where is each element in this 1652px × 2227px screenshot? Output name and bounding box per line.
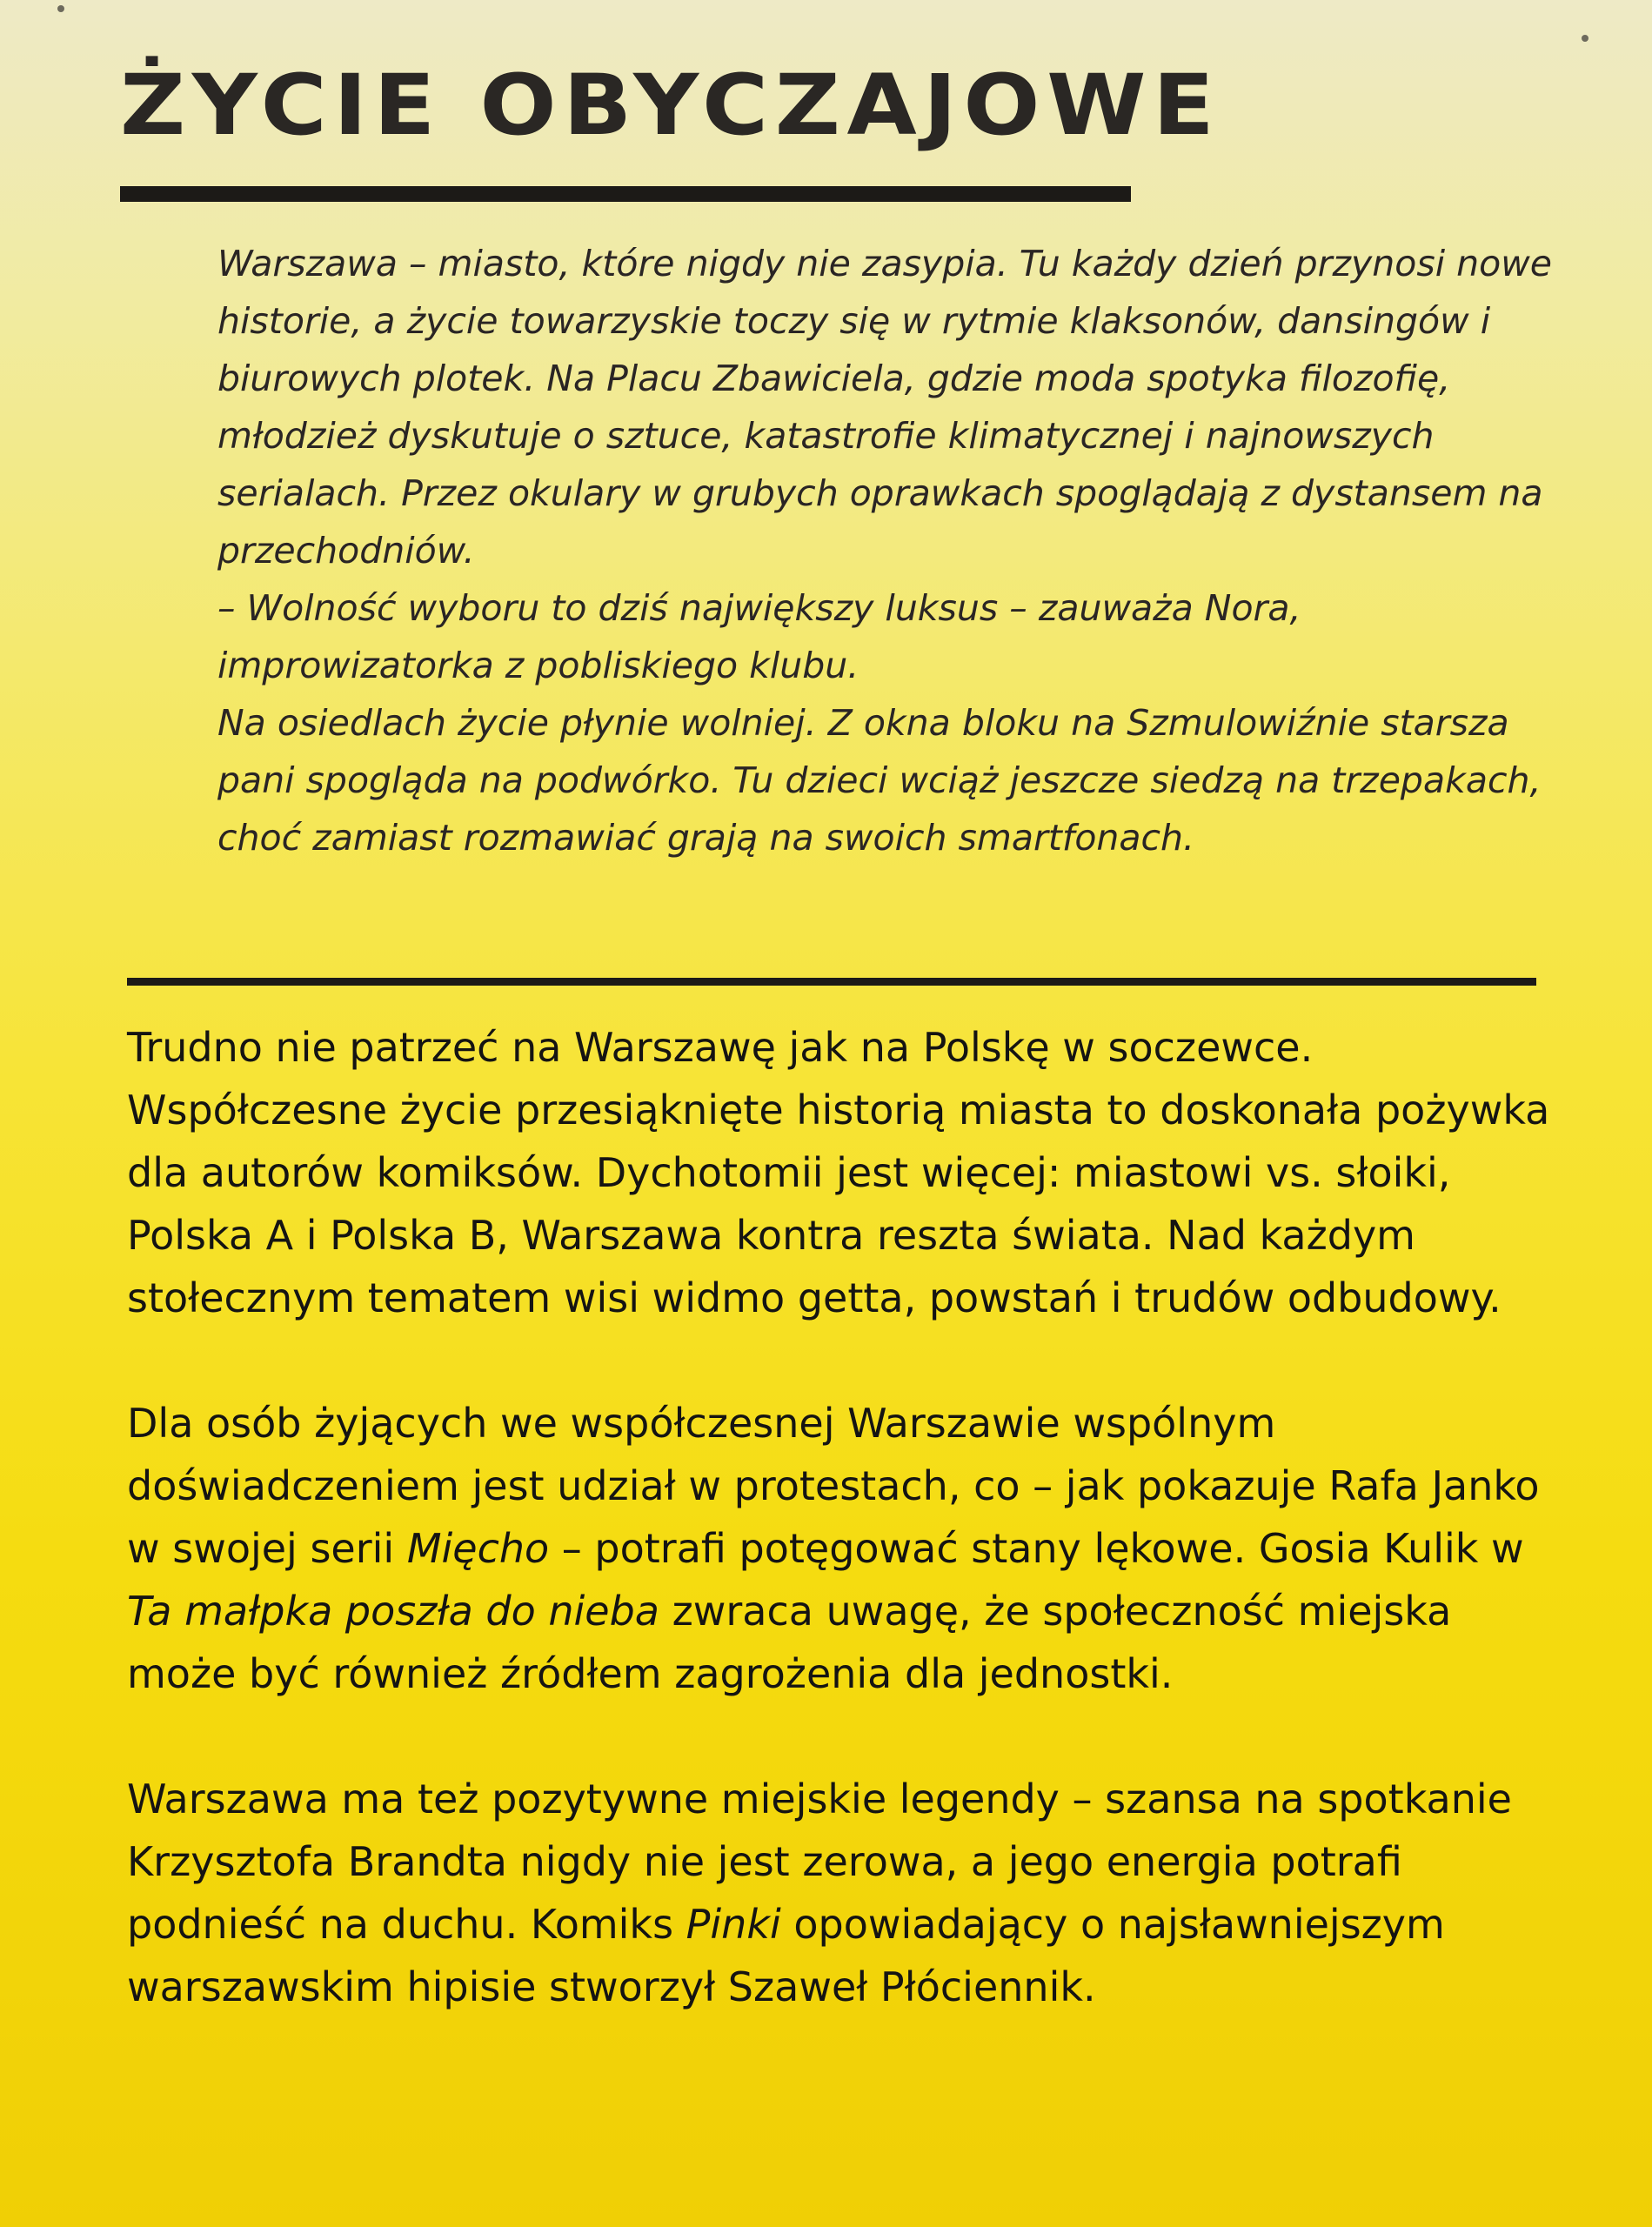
text-span: Warszawa ma też pozytywne miejskie legendy – szansa na spotkanie Krzysztofa Brandta nigdy nie jest zerowa, a jego energia potrafi podnieść na duchu. Komiks <box>127 1776 1512 1948</box>
text-span: Dla osób żyjących we współczesnej Warszawie wspólnym doświadczeniem jest udział w protestach, co – jak pokazuje Rafa Janko w swojej serii <box>127 1400 1540 1572</box>
intro-paragraph: Warszawa – miasto, które nigdy nie zasypia. Tu każdy dzień przynosi nowe historie, a życie towarzyskie toczy się w rytmie klaksonów, dansingów i biurowych plotek. Na Placu Zbawiciela, gdzie moda spotyka filozofię, młodzież dyskutuje o sztuce, katastrofie klimatycznej i najnowszych serialach. Przez okulary w grubych oprawkach spoglądają z dystansem na przechodniów. <box>217 243 1552 572</box>
comic-title: Ta małpka poszła do nieba <box>127 1588 659 1635</box>
intro-text <box>217 235 1557 866</box>
body-text <box>127 1016 1571 2081</box>
text-span: – potrafi potęgować stany lękowe. Gosia Kulik w <box>549 1525 1524 1572</box>
body-paragraph <box>127 1768 1571 2018</box>
page-title: ŻYCIE OBYCZAJOWE <box>120 57 1221 154</box>
comic-title: Pinki <box>686 1901 781 1948</box>
section-divider <box>127 978 1536 986</box>
text-span: opowiadający o najsławniejszym warszawskim hipisie stworzył Szaweł Płóciennik. <box>127 1901 1445 2010</box>
title-divider <box>120 186 1131 202</box>
pin-mark <box>57 5 64 12</box>
body-paragraph <box>127 1392 1571 1705</box>
intro-paragraph: Na osiedlach życie płynie wolniej. Z okna bloku na Szmulowiźnie starsza pani spogląda na podwórko. Tu dzieci wciąż jeszcze siedzą na trzepakach, choć zamiast rozmawiać grają na swoich smartfonach. <box>217 702 1542 859</box>
comic-title: Mięcho <box>406 1525 550 1572</box>
text-span: zwraca uwagę, że społeczność miejska może być również źródłem zagrożenia dla jednostki. <box>127 1588 1452 1697</box>
pin-mark <box>1582 35 1588 42</box>
intro-quote: – Wolność wyboru to dziś największy luksus – zauważa Nora, improwizatorka z pobliskiego klubu. <box>217 587 1301 686</box>
body-paragraph: Trudno nie patrzeć na Warszawę jak na Polskę w soczewce. Współczesne życie przesiąknięte historią miasta to doskonała pożywka dla autorów komiksów. Dychotomii jest więcej: miastowi vs. słoiki, Polska A i Polska B, Warszawa kontra reszta świata. Nad każdym stołecznym tematem wisi widmo getta, powstań i trudów odbudowy. <box>127 1024 1550 1321</box>
